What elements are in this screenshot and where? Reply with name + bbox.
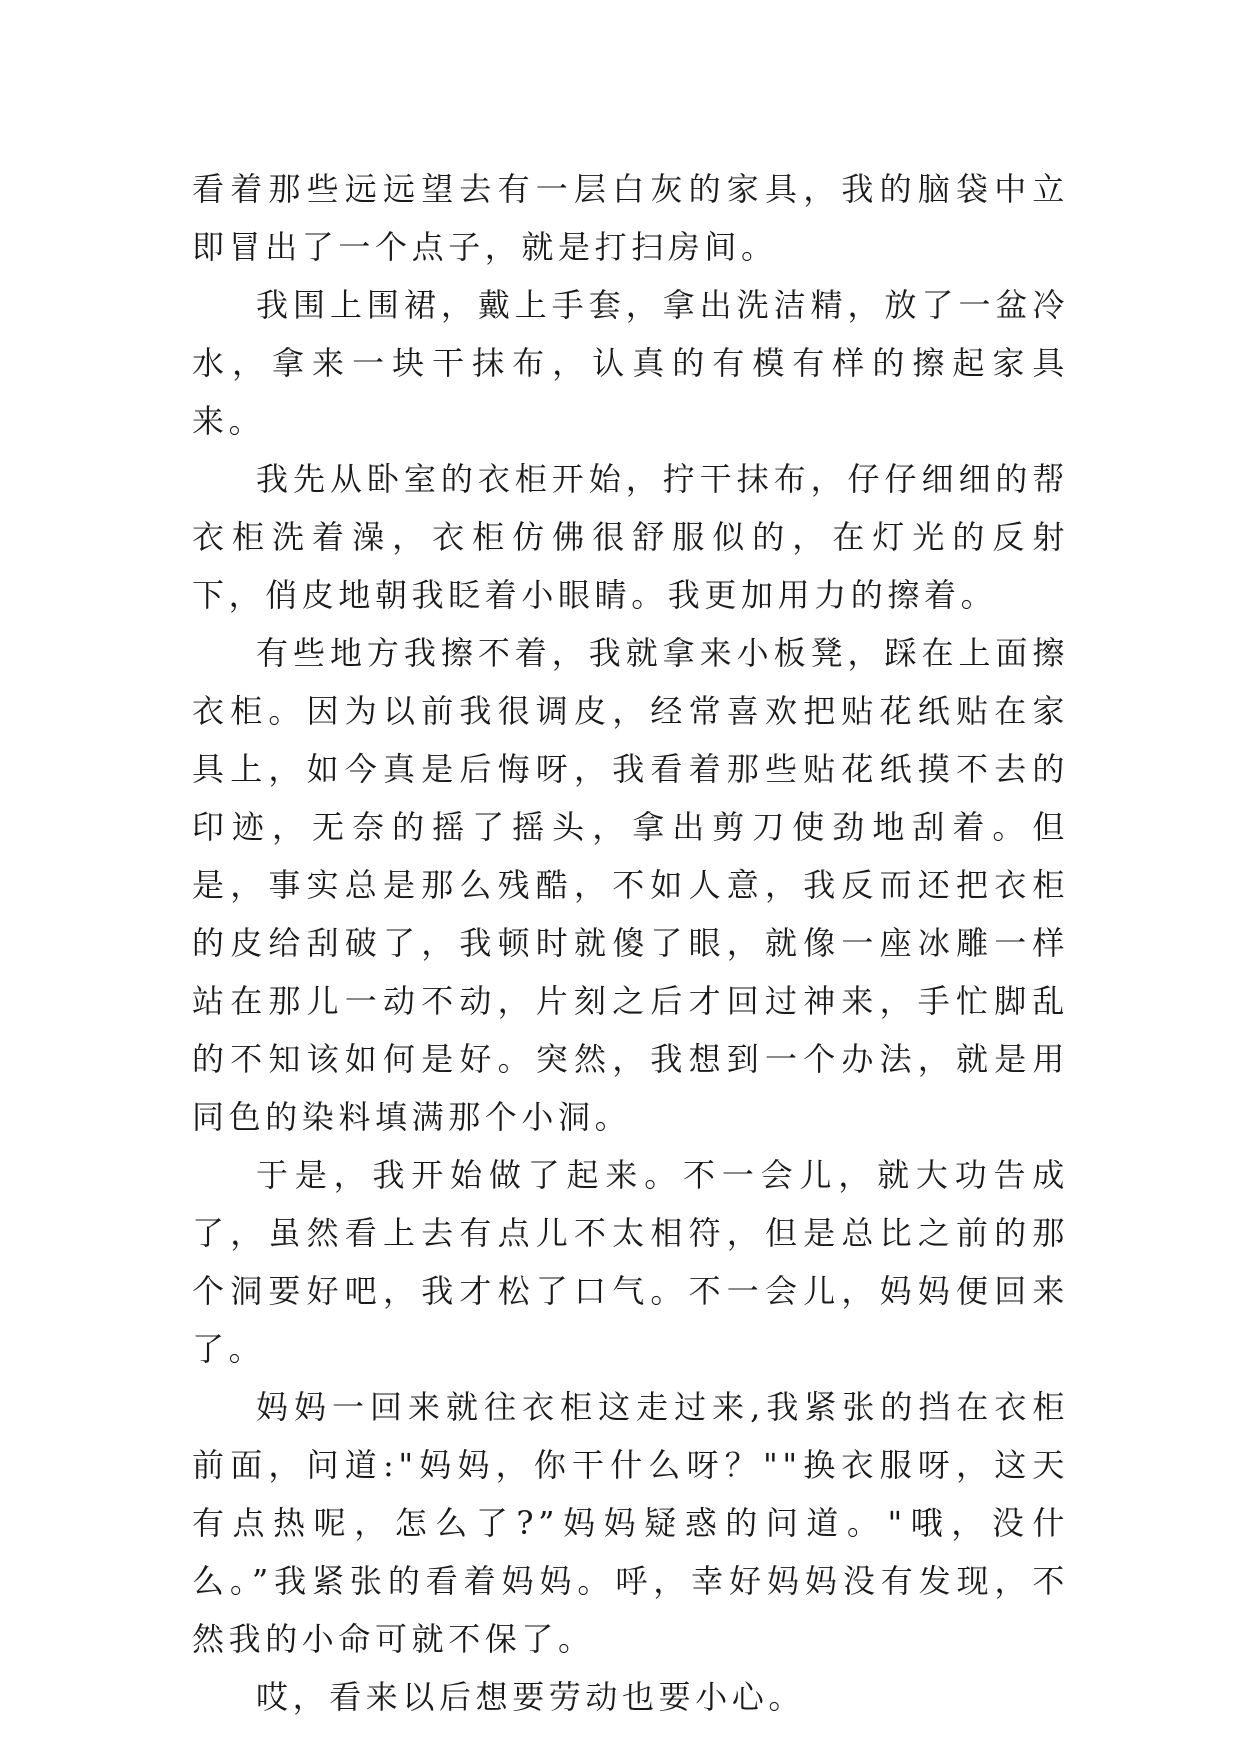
paragraph-1: 看着那些远远望去有一层白灰的家具，我的脑袋中立即冒出了一个点子，就是打扫房间。 — [192, 170, 1069, 266]
paragraph-7: 哎，看来以后想要劳动也要小心。 — [256, 1678, 806, 1716]
paragraph-2: 我围上围裙，戴上手套，拿出洗洁精，放了一盆冷水，拿来一块干抹布，认真的有模有样的擦起家具来。 — [192, 286, 1069, 440]
paragraph-4: 有些地方我擦不着，我就拿来小板凳，踩在上面擦衣柜。因为以前我很调皮，经常喜欢把贴花纸贴在家具上，如今真是后悔呀，我看着那些贴花纸摸不去的印迹，无奈的摇了摇头，拿出剪刀使劲地刮着。但是，事实总是那么残酷，不如人意，我反而还把衣柜的皮给刮破了，我顿时就傻了眼，就像一座冰雕一样站在那儿一动不动，片刻之后才回过神来，手忙脚乱的不知该如何是好。突然，我想到一个办法，就是用同色的染料填满那个小洞。 — [192, 634, 1069, 1136]
essay-body — [192, 160, 1069, 1726]
paragraph-5: 于是，我开始做了起来。不一会儿，就大功告成了，虽然看上去有点儿不太相符，但是总比之前的那个洞要好吧，我才松了口气。不一会儿，妈妈便回来了。 — [192, 1156, 1069, 1368]
paragraph-3: 我先从卧室的衣柜开始，拧干抹布，仔仔细细的帮衣柜洗着澡，衣柜仿佛很舒服似的，在灯光的反射下，俏皮地朝我眨着小眼睛。我更加用力的擦着。 — [192, 460, 1069, 614]
paragraph-6: 妈妈一回来就往衣柜这走过来,我紧张的挡在衣柜前面，问道:"妈妈，你干什么呀？""换衣服呀，这天有点热呢，怎么了?”妈妈疑惑的问道。"哦，没什么。”我紧张的看着妈妈。呼，幸好妈妈没有发现，不然我的小命可就不保了。 — [192, 1388, 1069, 1658]
